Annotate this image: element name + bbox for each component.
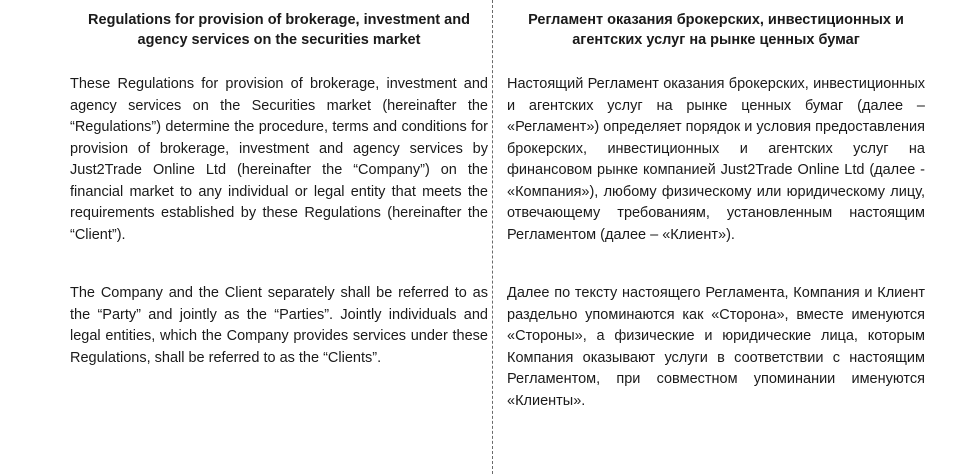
russian-paragraph-1: Настоящий Регламент оказания брокерских, инвестиционных и агентских услуг на рынке ценных бумаг (далее – «Регламент») определяет порядок и условия предоставления брокерских, инвестиционных и агентских услуг на финансовом рынке компанией Just2Trade Online Ltd (далее - «Компания»), любому физическому или юридическому лицу, отвечающему требованиям, установленным настоящим Регламентом (далее – «Клиент»). (507, 76, 925, 243)
english-paragraph-1: These Regulations for provision of brokerage, investment and agency services on the Securities market (hereinafter the “Regulations”) determine the procedure, terms and conditions for provision of brokerage, investment and agency services by Just2Trade Online Ltd (hereinafter the “Company”) on the financial market to any individual or legal entity that meets the requirements established by these Regulations (hereinafter the “Client”). (70, 76, 488, 243)
russian-column (507, 10, 925, 412)
english-column (70, 10, 488, 369)
russian-title: Регламент оказания брокерских, инвестиционных и агентских услуг на рынке ценных бумаг (528, 12, 904, 48)
russian-paragraph-2: Далее по тексту настоящего Регламента, Компания и Клиент раздельно упоминаются как «Сторона», вместе именуются «Стороны», а физические и юридические лица, которым Компания оказывают услуги в соответствии с настоящим Регламентом, при совместном упоминании именуются «Клиенты». (507, 285, 925, 409)
english-paragraph-2: The Company and the Client separately shall be referred to as the “Party” and jointly as the “Parties”. Jointly individuals and legal entities, which the Company provides services under these Regulations, shall be referred to as the “Clients”. (70, 285, 488, 366)
column-divider (492, 0, 493, 474)
english-title: Regulations for provision of brokerage, investment and agency services on the securities market (88, 12, 470, 48)
